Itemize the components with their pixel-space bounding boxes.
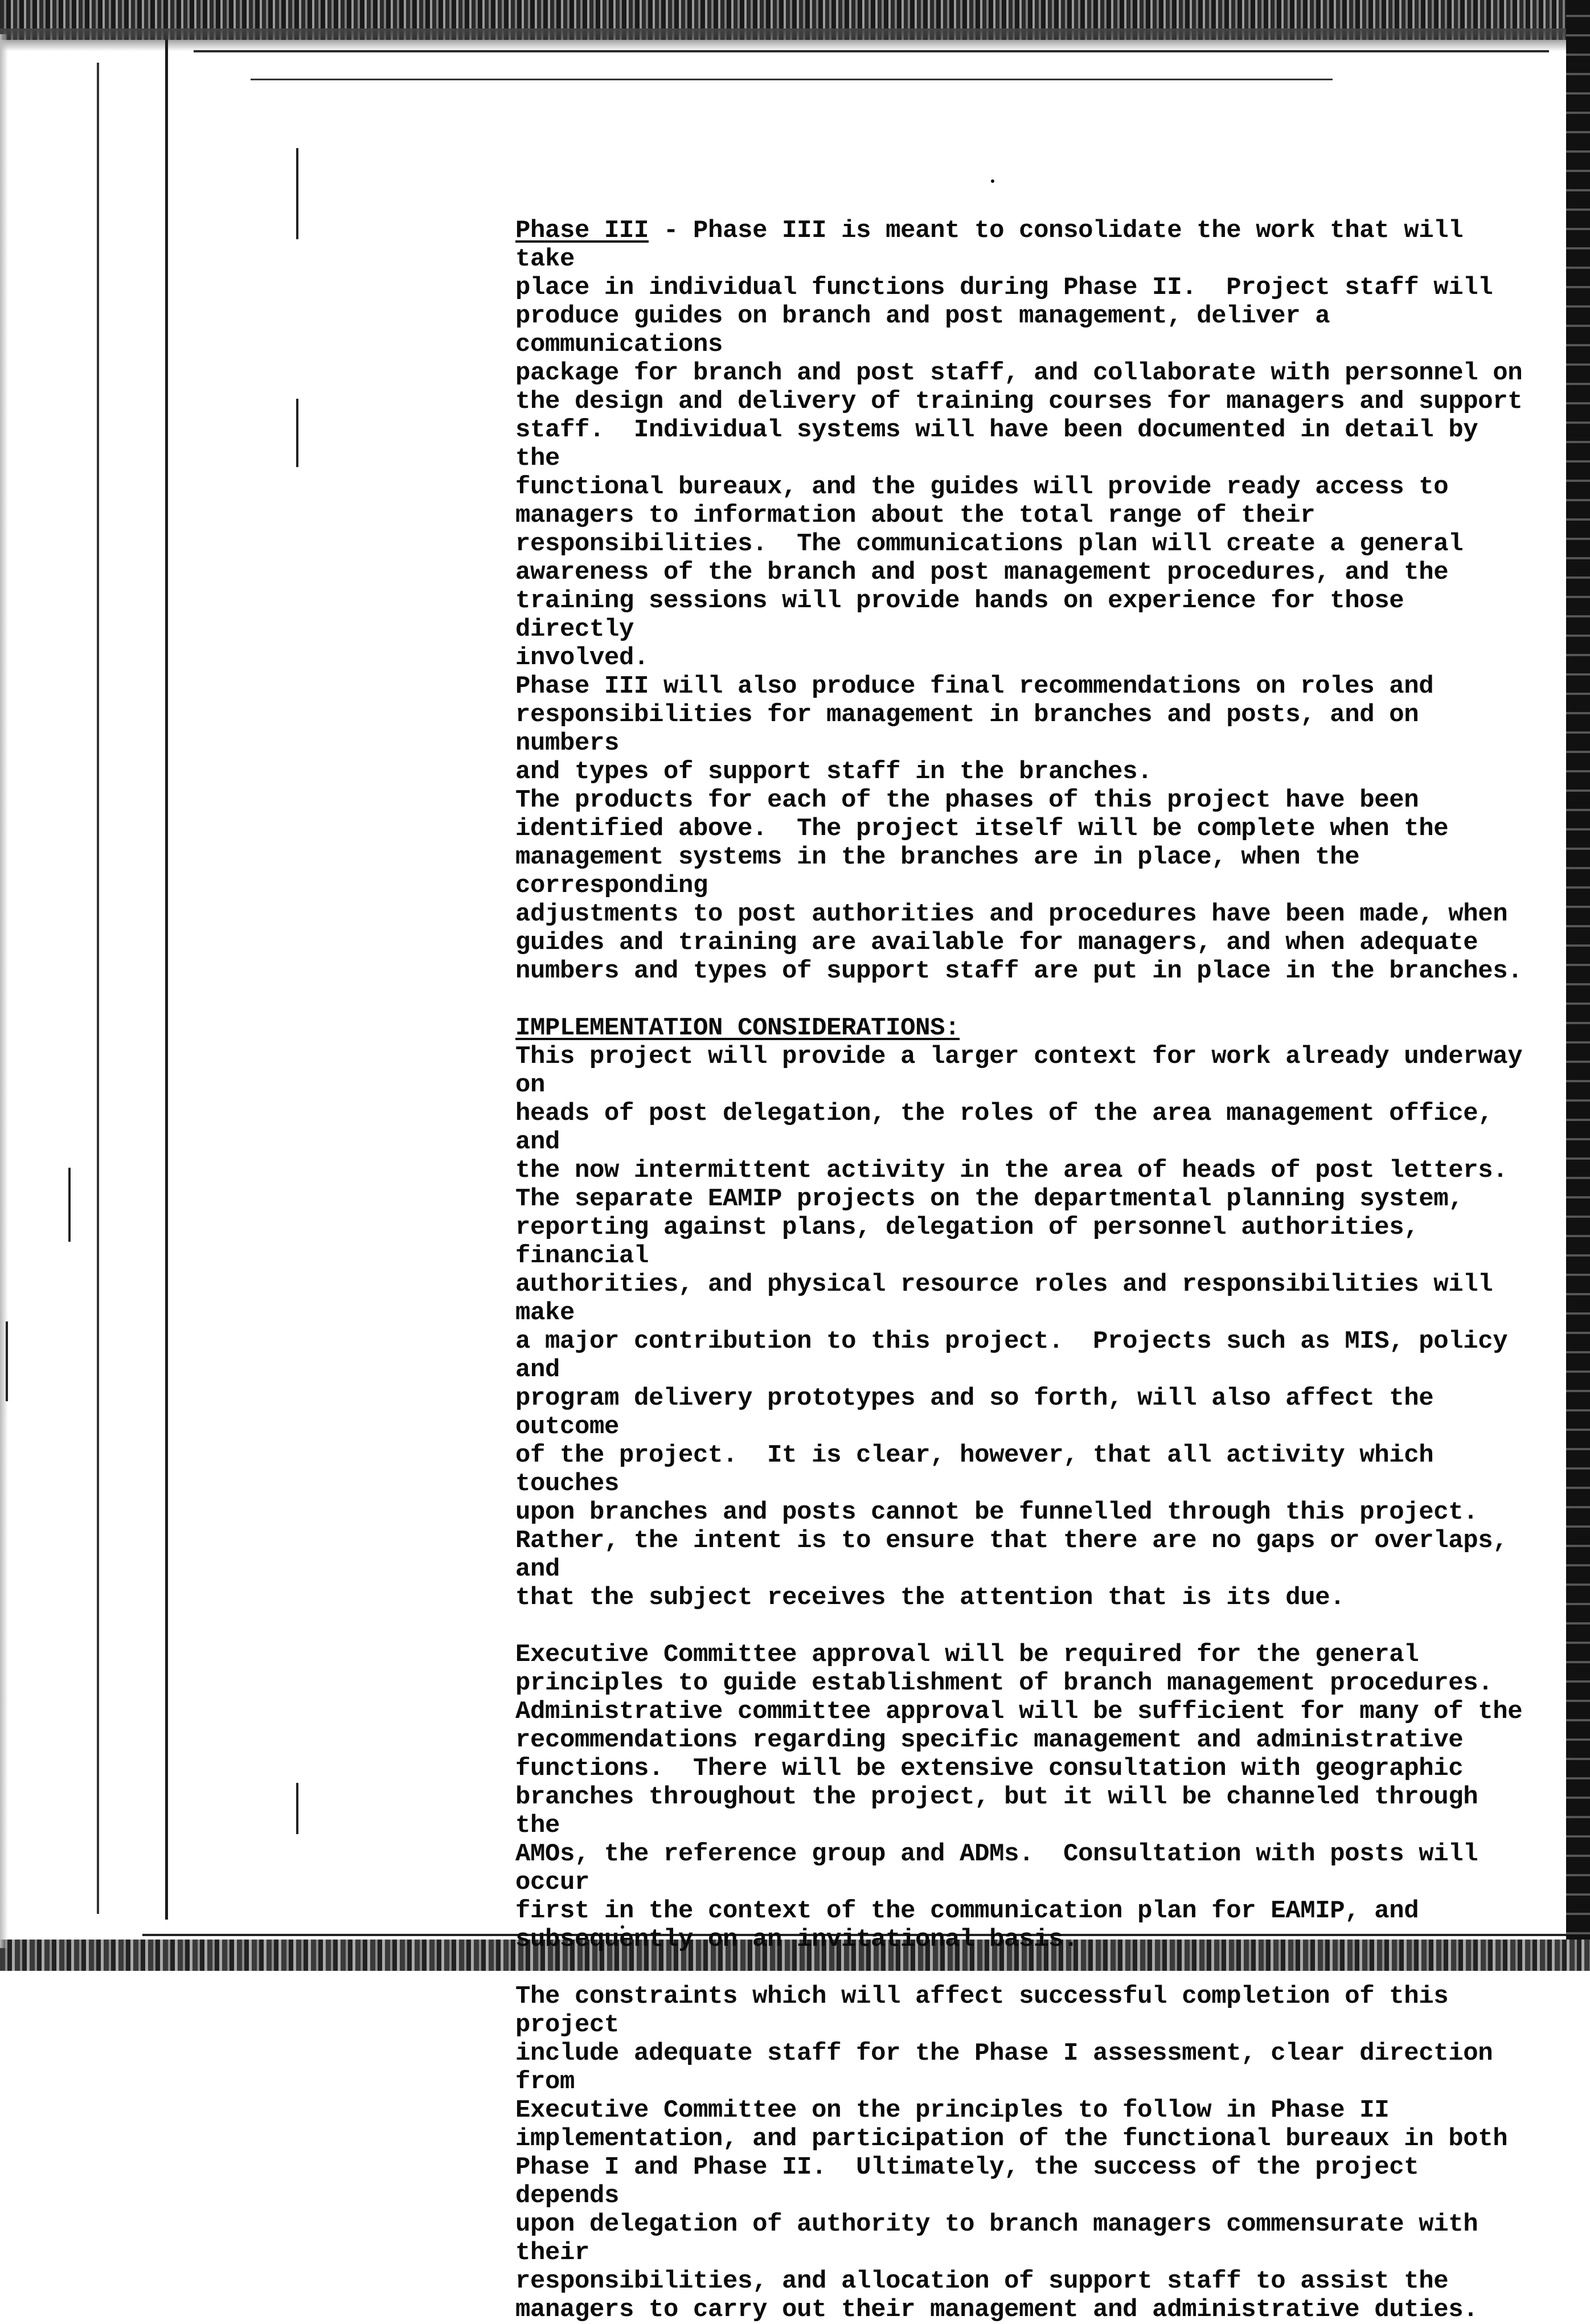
text-line: that the subject receives the attention that is its due.: [515, 1584, 1345, 1612]
text-line: responsibilities for management in branches and posts, and on numbers: [515, 701, 1434, 758]
text-line: The products for each of the phases of this project have been: [515, 786, 1419, 815]
text-line: involved.: [515, 644, 649, 672]
text-line: This project will provide a larger context for work already underway on: [515, 1042, 1538, 1099]
binder-mark: [6, 1321, 8, 1401]
constraints-paragraph: [515, 1982, 1535, 2324]
binder-mark: [68, 1168, 71, 1242]
text-line: Executive Committee on the principles to follow in Phase II: [515, 2096, 1390, 2125]
sheet-border-top: [194, 50, 1549, 52]
text-line: upon branches and posts cannot be funnelled through this project.: [515, 1498, 1478, 1527]
paragraph-gap: [515, 1954, 1535, 1982]
text-line: responsibilities. The communications plan will create a general: [515, 530, 1464, 558]
sheet-border-top-inner: [251, 79, 1333, 80]
text-line: include adequate staff for the Phase I assessment, clear direction from: [515, 2039, 1508, 2096]
text-line: Rather, the intent is to ensure that there are no gaps or overlaps, and: [515, 1527, 1523, 1584]
text-line: functional bureaux, and the guides will provide ready access to: [515, 473, 1449, 501]
text-line: numbers and types of support staff are put in place in the branches.: [515, 957, 1523, 985]
text-line: identified above. The project itself will be complete when the: [515, 815, 1449, 843]
paragraph-gap: [515, 1612, 1535, 1640]
text-line: upon delegation of authority to branch managers commensurate with their: [515, 2210, 1493, 2267]
sheet-border-left-outer: [97, 63, 99, 1914]
text-line: place in individual functions during Phase II. Project staff will: [515, 273, 1493, 302]
text-line: responsibilities, and allocation of support staff to assist the: [515, 2267, 1449, 2296]
text-line: the now intermittent activity in the area of heads of post letters.: [515, 1156, 1508, 1185]
binder-mark: [296, 1783, 298, 1834]
text-line: branches throughout the project, but it will be channeled through the: [515, 1783, 1493, 1840]
implementation-heading: IMPLEMENTATION CONSIDERATIONS:: [515, 1014, 960, 1042]
text-line: heads of post delegation, the roles of the area management office, and: [515, 1099, 1508, 1156]
binder-mark: [296, 399, 298, 467]
text-line: recommendations regarding specific management and administrative: [515, 1726, 1464, 1754]
text-line: reporting against plans, delegation of personnel authorities, financial: [515, 1213, 1434, 1270]
text-line: program delivery prototypes and so forth, will also affect the outcome: [515, 1384, 1449, 1441]
phase-3-recommendations-paragraph: [515, 672, 1535, 786]
text-line: management systems in the branches are in place, when the corresponding: [515, 843, 1375, 900]
text-line: guides and training are available for managers, and when adequate: [515, 928, 1478, 957]
text-line: awareness of the branch and post management procedures, and the: [515, 558, 1449, 587]
text-line: staff. Individual systems will have been documented in detail by the: [515, 416, 1493, 473]
text-line: managers to information about the total range of their: [515, 501, 1316, 530]
text-line: subsequently on an invitational basis.: [515, 1925, 1079, 1954]
text-line: functions. There will be extensive consultation with geographic: [515, 1754, 1464, 1783]
implementation-paragraph: [515, 1014, 1538, 1612]
text-line: - Phase III is meant to consolidate the work that will take: [515, 216, 1478, 273]
text-line: adjustments to post authorities and procedures have been made, when: [515, 900, 1508, 928]
phase-3-label: Phase III: [515, 216, 649, 245]
text-line: The constraints which will affect successful completion of this project: [515, 1982, 1464, 2039]
text-line: principles to guide establishment of branch management procedures.: [515, 1669, 1493, 1697]
approval-paragraph: [515, 1640, 1535, 1954]
text-line: of the project. It is clear, however, that all activity which touches: [515, 1441, 1449, 1498]
text-line: and types of support staff in the branches.: [515, 758, 1153, 786]
text-line: implementation, and participation of the functional bureaux in both: [515, 2125, 1508, 2153]
text-line: managers to carry out their management and administrative duties.: [515, 2296, 1478, 2324]
document-body: [515, 216, 1538, 2324]
text-line: training sessions will provide hands on experience for those directly: [515, 587, 1419, 644]
text-line: The separate EAMIP projects on the departmental planning system,: [515, 1185, 1464, 1213]
text-line: Phase III will also produce final recommendations on roles and: [515, 672, 1434, 701]
scan-speck: [991, 179, 994, 183]
binder-mark: [296, 148, 298, 239]
products-paragraph: [515, 786, 1535, 985]
text-line: Executive Committee approval will be required for the general: [515, 1640, 1419, 1669]
paragraph-gap: [515, 985, 1535, 1014]
text-line: the design and delivery of training courses for managers and support: [515, 387, 1523, 416]
text-line: Administrative committee approval will be sufficient for many of the: [515, 1697, 1523, 1726]
phase-3-paragraph: [515, 216, 1535, 672]
sheet-border-left: [165, 40, 168, 1920]
scan-edge-left: [0, 34, 8, 1948]
text-line: authorities, and physical resource roles and responsibilities will make: [515, 1270, 1508, 1327]
text-line: AMOs, the reference group and ADMs. Consultation with posts will occur: [515, 1840, 1493, 1897]
scan-edge-right: [1566, 0, 1590, 1971]
text-line: a major contribution to this project. Projects such as MIS, policy and: [515, 1327, 1523, 1384]
scan-edge-top-fade: [0, 28, 1590, 51]
text-line: produce guides on branch and post management, deliver a communications: [515, 302, 1345, 359]
text-line: first in the context of the communication plan for EAMIP, and: [515, 1897, 1419, 1925]
text-line: Phase I and Phase II. Ultimately, the success of the project depends: [515, 2153, 1434, 2210]
text-line: package for branch and post staff, and collaborate with personnel on: [515, 359, 1523, 387]
